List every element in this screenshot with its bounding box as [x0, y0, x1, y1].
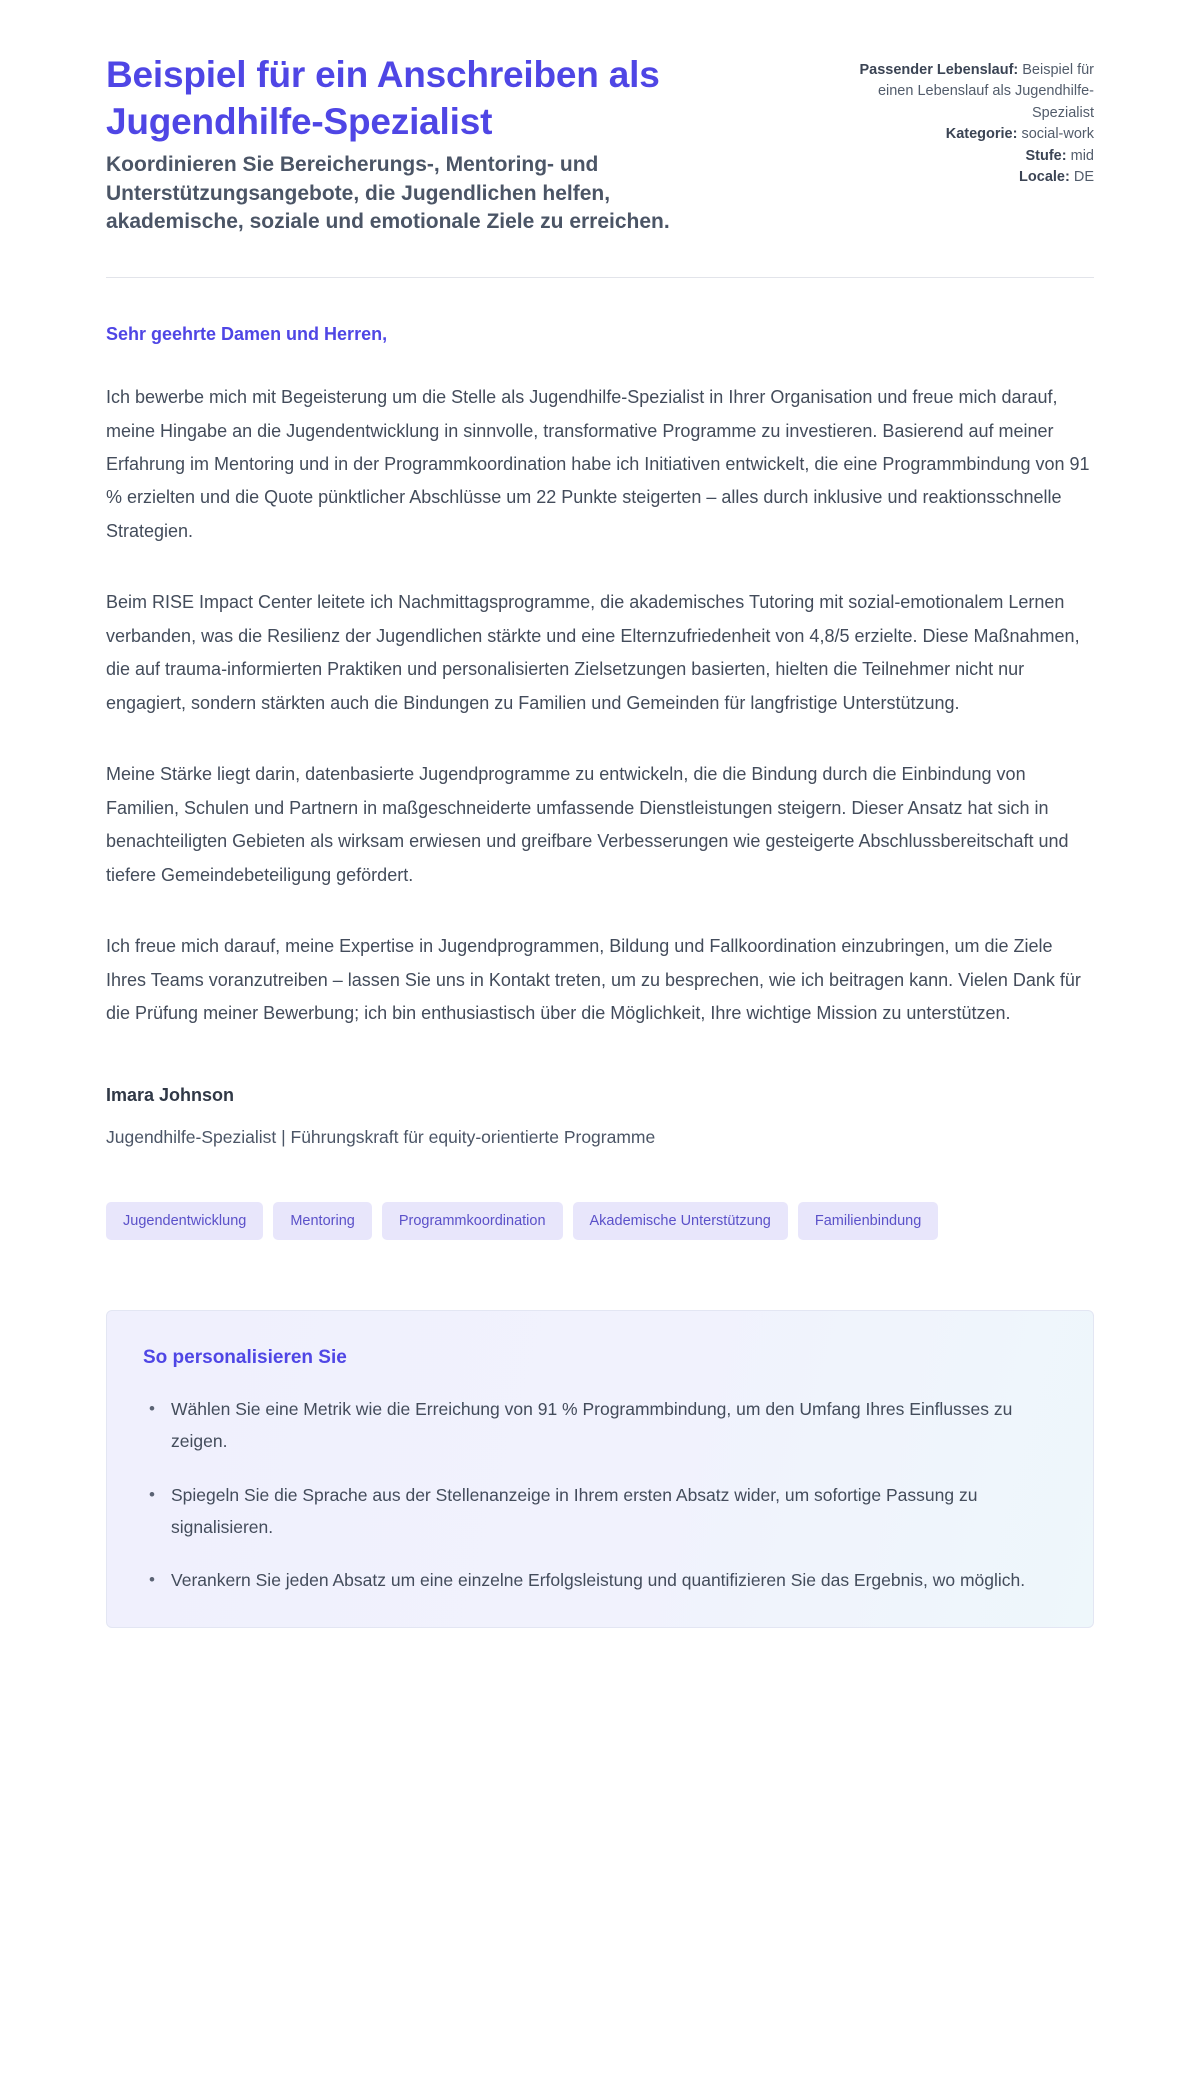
- signature-block: [106, 1083, 1094, 1150]
- meta-label-locale: Locale:: [1019, 169, 1070, 186]
- meta-value-category: social-work: [1021, 126, 1094, 143]
- signature-name: Imara Johnson: [106, 1084, 235, 1105]
- callout-list-item: • Spiegeln Sie die Sprache aus der Stellenanzeige in Ihrem ersten Absatz wider, um sofortige Passung zu signalisieren.: [167, 1480, 1057, 1544]
- callout-title: So personalisieren Sie: [143, 1347, 347, 1369]
- tag-list: [106, 1202, 986, 1241]
- meta-row-locale: [832, 167, 1094, 188]
- meta-row-category: [832, 124, 1094, 145]
- meta-row-level: [832, 146, 1094, 167]
- meta-value-resume: Beispiel für einen Lebenslauf als Jugendhilfe-Spezialist: [877, 62, 1094, 121]
- tag-chip[interactable]: Akademische Unterstützung: [573, 1202, 788, 1241]
- page-title: Beispiel für ein Anschreiben als Jugendhilfe-Spezialist: [106, 54, 660, 142]
- tag-chip[interactable]: Programmkoordination: [382, 1202, 563, 1241]
- page-header: [106, 52, 1094, 237]
- meta-label-resume: Passender Lebenslauf:: [859, 62, 1019, 78]
- callout-list-item: • Verankern Sie jeden Absatz um eine einzelne Erfolgsleistung und quantifizieren Sie das Ergebnis, wo möglich.: [167, 1565, 1057, 1597]
- letter-paragraph: Beim RISE Impact Center leitete ich Nachmittagsprogramme, die akademisches Tutoring mit sozial-emotionalem Lernen verbanden, was die Resilienz der Jugendlichen stärkte und eine Elternzufriedenheit von 4,8/5 erzielte. Diese Maßnahmen, die auf trauma-informierten Praktiken und personalisierten Zielsetzungen basierten, hielten die Teilnehmer nicht nur engagiert, sondern stärkten auch die Bindungen zu Familien und Gemeinden für langfristige Unterstützung.: [106, 592, 1080, 713]
- metadata-panel: [832, 52, 1094, 189]
- header-text-block: [106, 52, 792, 237]
- page-subtitle: Koordinieren Sie Bereicherungs-, Mentoring- und Unterstützungsangebote, die Jugendlichen helfen, akademische, soziale und emotionale Ziele zu erreichen.: [106, 153, 670, 234]
- meta-value-level: mid: [1070, 147, 1094, 164]
- meta-label-level: Stufe:: [1025, 147, 1067, 164]
- letter-paragraph: Ich freue mich darauf, meine Expertise in Jugendprogrammen, Bildung und Fallkoordination einzubringen, um die Ziele Ihres Teams voranzutreiben – lassen Sie uns in Kontakt treten, um zu besprechen, wie ich beitragen kann. Vielen Dank für die Prüfung meiner Bewerbung; ich bin enthusiastisch über die Möglichkeit, Ihre wichtige Mission zu unterstützen.: [106, 936, 1081, 1024]
- letter-paragraph: Meine Stärke liegt darin, datenbasierte Jugendprogramme zu entwickeln, die die Bindung durch die Einbindung von Familien, Schulen und Partnern in maßgeschneiderte umfassende Dienstleistungen steigern. Dieser Ansatz hat sich in benachteiligten Gebieten als wirksam erwiesen und greifbare Verbesserungen wie gesteigerte Abschlussbereitschaft und tiefere Gemeindebeteiligung gefördert.: [106, 764, 1069, 885]
- callout-list-item: • Wählen Sie eine Metrik wie die Erreichung von 91 % Programmbindung, um den Umfang Ihres Einflusses zu zeigen.: [167, 1394, 1057, 1458]
- tag-chip[interactable]: Mentoring: [273, 1202, 371, 1241]
- letter-salutation: Sehr geehrte Damen und Herren,: [106, 323, 388, 344]
- meta-label-category: Kategorie:: [945, 126, 1018, 143]
- letter-body: [106, 278, 1094, 1031]
- personalization-callout: [106, 1310, 1094, 1628]
- signature-role: Jugendhilfe-Spezialist | Führungskraft für equity-orientierte Programme: [106, 1126, 656, 1147]
- meta-row-resume: [832, 60, 1094, 124]
- callout-list: [143, 1394, 1057, 1597]
- letter-paragraph: Ich bewerbe mich mit Begeisterung um die Stelle als Jugendhilfe-Spezialist in Ihrer Organisation und freue mich darauf, meine Hingabe an die Jugendentwicklung in sinnvolle, transformative Programme zu investieren. Basierend auf meiner Erfahrung im Mentoring und in der Programmkoordination habe ich Initiativen entwickelt, die eine Programmbindung von 91 % erzielten und die Quote pünktlicher Abschlüsse um 22 Punkte steigerten – alles durch inklusive und reaktionsschnelle Strategien.: [106, 387, 1090, 541]
- tag-chip[interactable]: Jugendentwicklung: [106, 1202, 263, 1241]
- tag-chip[interactable]: Familienbindung: [798, 1202, 938, 1241]
- meta-value-locale: DE: [1073, 169, 1094, 186]
